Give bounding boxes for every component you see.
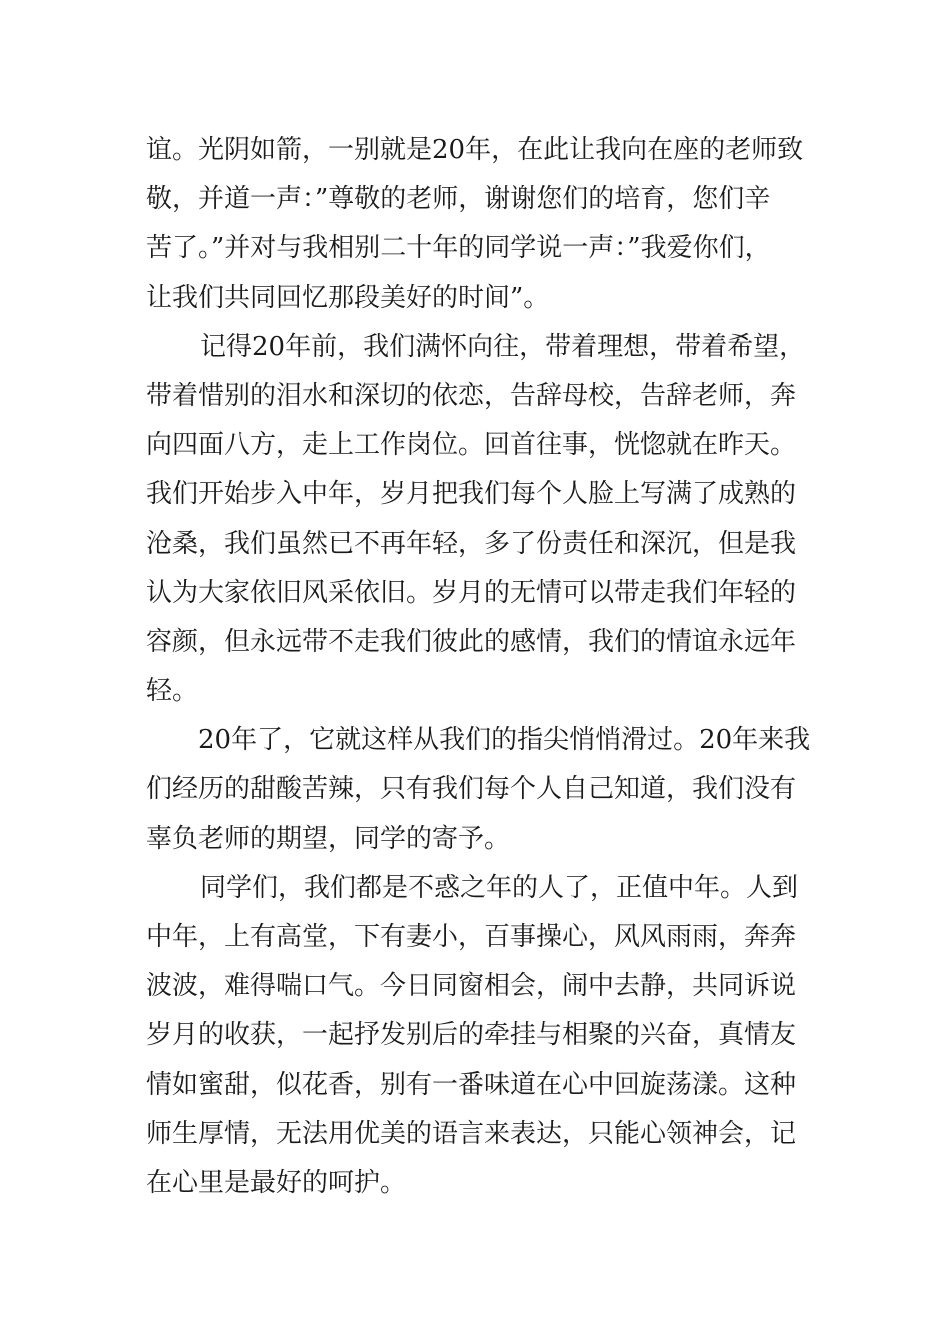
text-line: 苦了。”并对与我相别二十年的同学说一声：”我爱你们， (146, 233, 771, 264)
text-line: 轻。 (146, 676, 199, 707)
text-line: 情如蜜甜，似花香，别有一番味道在心中回旋荡漾。这种 (146, 1069, 797, 1100)
text-line: 中年，上有高堂，下有妻小，百事操心，风风雨雨，奔奔 (146, 922, 797, 952)
text-line: 们经历的甜酸苦辣，只有我们每个人自己知道，我们没有 (146, 774, 797, 805)
text-line: 在心里是最好的呵护。 (146, 1167, 407, 1198)
text-line: 向四面八方，走上工作岗位。回首往事，恍惚就在昨天。 (146, 430, 797, 461)
text-line: 让我们共同回忆那段美好的时间”。 (146, 282, 550, 313)
text-line: 沧桑，我们虽然已不再年轻，多了份责任和深沉，但是我 (146, 528, 797, 559)
paragraph-first-line: 同学们，我们都是不惑之年的人了，正值中年。人到 (200, 872, 799, 903)
text-line: 师生厚情，无法用优美的语言来表达，只能心领神会，记 (146, 1118, 797, 1149)
text-line: 敬，并道一声：”尊敬的老师，谢谢您们的培育，您们辛 (146, 184, 771, 215)
text-line: 容颜，但永远带不走我们彼此的感情，我们的情谊永远年 (146, 626, 797, 657)
text-line: 我们开始步入中年，岁月把我们每个人脸上写满了成熟的 (146, 479, 797, 510)
paragraph-first-line: 20年了，它就这样从我们的指尖悄悄滑过。20年来我 (198, 725, 811, 756)
text-line: 认为大家依旧风采依旧。岁月的无情可以带走我们年轻的 (146, 577, 797, 608)
text-line: 带着惜别的泪水和深切的依恋，告辞母校，告辞老师，奔 (146, 380, 797, 411)
text-line: 岁月的收获，一起抒发别后的牵挂与相聚的兴奋，真情友 (146, 1020, 797, 1051)
text-line: 谊。光阴如箭，一别就是20年，在此让我向在座的老师致 (146, 135, 804, 165)
text-line: 辜负老师的期望，同学的寄予。 (146, 823, 511, 854)
text-line: 波波，难得喘口气。今日同窗相会，闹中去静，共同诉说 (146, 971, 797, 1002)
paragraph-first-line: 记得20年前，我们满怀向往，带着理想，带着希望， (200, 331, 806, 362)
body-text (146, 126, 836, 1208)
